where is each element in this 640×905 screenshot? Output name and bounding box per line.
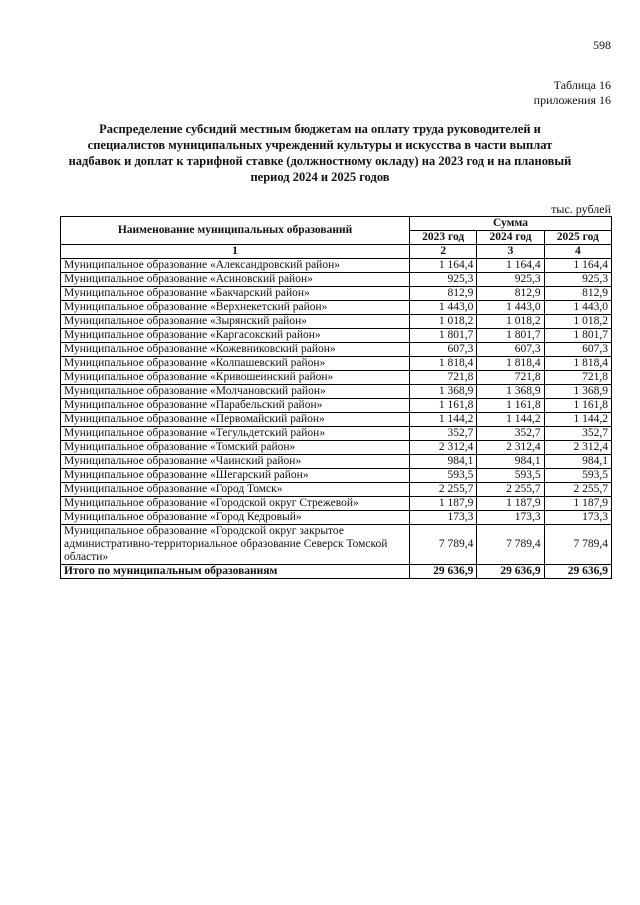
column-number: 2 (410, 245, 477, 259)
amount-cell: 1 144,2 (544, 413, 611, 427)
caption-appendix: приложения 16 (533, 93, 611, 107)
amount-cell: 925,3 (410, 273, 477, 287)
amount-cell: 593,5 (544, 469, 611, 483)
table-row (61, 357, 612, 371)
municipality-name: Муниципальное образование «Асиновский район» (61, 273, 410, 287)
amount-cell: 721,8 (544, 371, 611, 385)
amount-cell: 812,9 (477, 287, 544, 301)
amount-cell: 2 312,4 (544, 441, 611, 455)
amount-cell: 7 789,4 (477, 525, 544, 565)
amount-cell: 1 818,4 (544, 357, 611, 371)
amount-cell: 1 144,2 (410, 413, 477, 427)
municipality-name: Муниципальное образование «Верхнекетский район» (61, 301, 410, 315)
table-row (61, 455, 612, 469)
table-row (61, 315, 612, 329)
table-caption (534, 78, 611, 108)
name-column-header: Наименование муниципальных образований (61, 217, 410, 245)
table-row (61, 511, 612, 525)
table-row (61, 287, 612, 301)
table-row (61, 469, 612, 483)
amount-cell: 1 801,7 (410, 329, 477, 343)
amount-cell: 7 789,4 (410, 525, 477, 565)
total-label: Итого по муниципальным образованиям (61, 565, 410, 579)
municipality-name: Муниципальное образование «Кожевниковский район» (61, 343, 410, 357)
total-value-2025: 29 636,9 (544, 565, 611, 579)
municipality-name: Муниципальное образование «Первомайский район» (61, 413, 410, 427)
amount-cell: 607,3 (544, 343, 611, 357)
amount-cell: 2 312,4 (477, 441, 544, 455)
amount-cell: 1 161,8 (410, 399, 477, 413)
amount-cell: 1 801,7 (544, 329, 611, 343)
amount-cell: 1 368,9 (477, 385, 544, 399)
amount-cell: 925,3 (544, 273, 611, 287)
municipality-name: Муниципальное образование «Зырянский район» (61, 315, 410, 329)
amount-cell: 1 443,0 (477, 301, 544, 315)
amount-cell: 721,8 (410, 371, 477, 385)
municipality-name: Муниципальное образование «Бакчарский район» (61, 287, 410, 301)
amount-cell: 607,3 (410, 343, 477, 357)
municipality-name: Муниципальное образование «Парабельский район» (61, 399, 410, 413)
municipality-name: Муниципальное образование «Город Томск» (61, 483, 410, 497)
amount-cell: 1 018,2 (544, 315, 611, 329)
sum-column-header: Сумма (410, 217, 612, 231)
table-row (61, 259, 612, 273)
municipality-name: Муниципальное образование «Городской округ Стрежевой» (61, 497, 410, 511)
total-row (61, 565, 612, 579)
amount-cell: 352,7 (410, 427, 477, 441)
header-row (61, 217, 612, 231)
municipality-name: Муниципальное образование «Колпашевский район» (61, 357, 410, 371)
municipality-name: Муниципальное образование «Александровский район» (61, 259, 410, 273)
table-row (61, 427, 612, 441)
amount-cell: 1 018,2 (477, 315, 544, 329)
amount-cell: 352,7 (477, 427, 544, 441)
total-value-2024: 29 636,9 (477, 565, 544, 579)
amount-cell: 1 161,8 (477, 399, 544, 413)
amount-cell: 173,3 (410, 511, 477, 525)
amount-cell: 984,1 (410, 455, 477, 469)
amount-cell: 1 443,0 (544, 301, 611, 315)
amount-cell: 593,5 (410, 469, 477, 483)
table-row (61, 413, 612, 427)
amount-cell: 593,5 (477, 469, 544, 483)
amount-cell: 173,3 (544, 511, 611, 525)
amount-cell: 1 144,2 (477, 413, 544, 427)
column-number: 4 (544, 245, 611, 259)
document-title: Распределение субсидий местным бюджетам на оплату труда руководителей и специалистов муниципальных учреждений культуры и искусства в части выплат надбавок и доплат к тарифной ставке (должностному окладу) на 2023 год и на плановый период 2024 и 2025 годов (68, 122, 572, 184)
table-body (61, 259, 612, 579)
table-row (61, 371, 612, 385)
municipality-name: Муниципальное образование «Тегульдетский район» (61, 427, 410, 441)
table-row (61, 441, 612, 455)
municipality-name: Муниципальное образование «Шегарский район» (61, 469, 410, 483)
amount-cell: 352,7 (544, 427, 611, 441)
municipality-name: Муниципальное образование «Город Кедровый» (61, 511, 410, 525)
municipality-name: Муниципальное образование «Городской округ закрытое административно-территориальное образование Северск Томской области» (61, 525, 410, 565)
year-header-2023: 2023 год (410, 231, 477, 245)
amount-cell: 607,3 (477, 343, 544, 357)
amount-cell: 721,8 (477, 371, 544, 385)
amount-cell: 2 255,7 (410, 483, 477, 497)
amount-cell: 1 164,4 (477, 259, 544, 273)
units-label: тыс. рублей (551, 202, 611, 216)
amount-cell: 1 187,9 (544, 497, 611, 511)
table-row (61, 497, 612, 511)
column-number: 3 (477, 245, 544, 259)
municipality-name: Муниципальное образование «Каргасокский район» (61, 329, 410, 343)
column-number: 1 (61, 245, 410, 259)
amount-cell: 173,3 (477, 511, 544, 525)
table-row (61, 525, 612, 565)
amount-cell: 1 368,9 (410, 385, 477, 399)
amount-cell: 925,3 (477, 273, 544, 287)
table-row (61, 343, 612, 357)
table-row (61, 329, 612, 343)
column-number-row (61, 245, 612, 259)
amount-cell: 2 255,7 (477, 483, 544, 497)
amount-cell: 1 818,4 (410, 357, 477, 371)
amount-cell: 7 789,4 (544, 525, 611, 565)
total-value-2023: 29 636,9 (410, 565, 477, 579)
amount-cell: 1 818,4 (477, 357, 544, 371)
amount-cell: 2 255,7 (544, 483, 611, 497)
page-number: 598 (593, 38, 611, 52)
amount-cell: 984,1 (544, 455, 611, 469)
amount-cell: 812,9 (410, 287, 477, 301)
amount-cell: 1 164,4 (544, 259, 611, 273)
year-header-2025: 2025 год (544, 231, 611, 245)
caption-table-number: Таблица 16 (553, 78, 611, 92)
table-row (61, 399, 612, 413)
municipality-name: Муниципальное образование «Томский район» (61, 441, 410, 455)
amount-cell: 984,1 (477, 455, 544, 469)
municipality-name: Муниципальное образование «Кривошеинский район» (61, 371, 410, 385)
amount-cell: 1 018,2 (410, 315, 477, 329)
amount-cell: 1 368,9 (544, 385, 611, 399)
municipality-name: Муниципальное образование «Молчановский район» (61, 385, 410, 399)
amount-cell: 1 443,0 (410, 301, 477, 315)
amount-cell: 1 801,7 (477, 329, 544, 343)
municipality-name: Муниципальное образование «Чаинский район» (61, 455, 410, 469)
table-row (61, 385, 612, 399)
table-row (61, 483, 612, 497)
subsidy-table (60, 216, 612, 579)
amount-cell: 1 187,9 (477, 497, 544, 511)
amount-cell: 2 312,4 (410, 441, 477, 455)
table-row (61, 301, 612, 315)
table-row (61, 273, 612, 287)
amount-cell: 1 161,8 (544, 399, 611, 413)
amount-cell: 1 164,4 (410, 259, 477, 273)
year-header-2024: 2024 год (477, 231, 544, 245)
amount-cell: 812,9 (544, 287, 611, 301)
amount-cell: 1 187,9 (410, 497, 477, 511)
